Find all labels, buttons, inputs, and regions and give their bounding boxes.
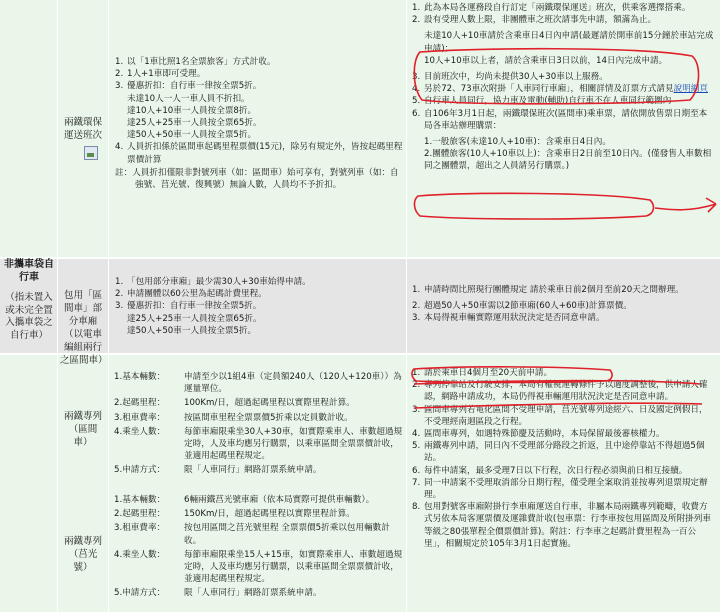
- spec-value: 100Km/日，超過起碼里程以實際里程計算。: [184, 398, 355, 409]
- list-item: [115, 325, 403, 337]
- list-item-text: 未達10人+10車請於含乘車日4日內申請(最遲請於開車前15分鐘於車站完成申請)；: [424, 31, 714, 54]
- spec-key: 4.乘坐人數：: [114, 426, 166, 437]
- spec-key: 1.基本輛數：: [114, 495, 166, 505]
- row-divider: [0, 257, 720, 259]
- spec-value: 按包用區間之莒光號里程 全票票價5折乘以包用輛數計收。: [184, 523, 390, 546]
- list-item: [115, 313, 403, 325]
- list-item: [115, 68, 403, 80]
- list-item-text: 「包用部分車廂」最少需30人+30車始得申請。: [127, 277, 311, 287]
- list-item: [115, 129, 403, 141]
- list-item-number: 3.: [412, 313, 421, 324]
- column-divider: [57, 0, 58, 612]
- spec-key: 3.租車費率：: [114, 523, 166, 534]
- list-item-number: 1.: [115, 277, 124, 287]
- list-item: [412, 55, 714, 67]
- list-item: [412, 2, 714, 14]
- list-item-text: 2.團體旅客(10人+10車以上)：含乘車日2日前至10日內。(僅發售人車數相同之團體票，超出之人員請另行購票。): [424, 149, 712, 172]
- list-item-number: 4.: [412, 84, 421, 95]
- list-item-text: 區間車專列，如遇特殊節慶及活動時，本局保留最後審核權力。: [424, 429, 665, 440]
- list-item-text: 設有受理人數上限，非團體車之班次請事先申請，額滿為止。: [424, 15, 657, 26]
- spec-value: 每節車廂限乘坐15人+15車，如實際乘車人、車數超過規定時，人及車均應另行購票，以乘車區間全票票價計收，並適用起碼里程規定。: [184, 549, 403, 585]
- spec-key: 5.申請方式：: [114, 465, 166, 476]
- row-head-charter-chu: 兩鐵專列（莒光號）: [63, 536, 102, 573]
- list-item: [412, 428, 714, 440]
- spec-key: 2.起碼里程：: [114, 509, 166, 520]
- list-item-text: 達25人+25車一人員按全票65折。: [127, 313, 262, 324]
- spec-key: 5.申請方式：: [114, 588, 166, 599]
- spec-value: 150Km/日，超過起碼里程以實際里程計算。: [184, 509, 355, 520]
- list-item: [115, 288, 403, 300]
- list-item-number: 7.: [412, 477, 421, 488]
- list-item: [412, 300, 714, 312]
- list-item: [412, 136, 714, 148]
- spec-value: 限「人車同行」網路訂票系統申請。: [184, 465, 322, 476]
- list-item-text: 另於72、73車次附掛「人車同行車廂」，相關詳情及訂票方式請見: [424, 84, 674, 95]
- column-divider: [108, 0, 109, 612]
- spec-value: 申請至少以1組4車（定員額240人（120人+120車））為運量單位。: [184, 372, 402, 395]
- spec-value: 每節車廂限乘坐30人+30車，如實際乘車人、車數超過規定時，人及車均應另行購票，以乘車區間全票票價計收，並適用起碼里程規定。: [184, 426, 403, 462]
- list-item: [412, 501, 714, 550]
- loop-rules: [115, 56, 403, 191]
- list-item-text: 每件申請案，最多受理7日以下行程，次日行程必須與前日相互接續。: [424, 465, 688, 476]
- charter-chu-spec: [114, 494, 404, 600]
- list-item-text: 10人+10車以上者，請於含乘車日3日以前，14日內完成申請。: [424, 55, 668, 66]
- row-head-partial-car: 包用「區間車」部分車廂（以電車編組兩行之區間車）: [60, 290, 108, 366]
- list-item-text: 本局得視車輛實際運用狀況決定是否同意申請。: [424, 313, 605, 324]
- list-item-number: 2.: [412, 301, 421, 312]
- list-item: [115, 300, 403, 312]
- list-item: [412, 148, 714, 172]
- category-note: （指未置入或未完全置入攜車袋之自行車）: [5, 292, 53, 341]
- list-item-number: 2.: [115, 289, 124, 300]
- list-item-text: 請於乘車日4個月至20天前申請。: [424, 368, 553, 378]
- spec-key: 2.起碼里程：: [114, 398, 166, 409]
- list-item-number: 2.: [115, 69, 124, 80]
- list-item: [412, 30, 714, 54]
- list-item: [412, 71, 714, 83]
- list-item-text: 達10人+10車一人員按全票8折。: [127, 105, 257, 116]
- list-item: [412, 312, 714, 324]
- list-item-text: 申請團體以60公里為起碼計費里程。: [127, 289, 267, 300]
- list-item: [115, 80, 403, 92]
- list-item-text: 優惠折扣：自行車一律按全票5折。: [127, 81, 262, 92]
- list-item-number: 4.: [412, 429, 421, 440]
- spec-value: 限「人車同行」網路訂票系統申請。: [184, 588, 322, 599]
- column-divider: [406, 0, 407, 612]
- list-item-number: 6.: [412, 465, 421, 476]
- list-item-number: 3.: [115, 301, 124, 312]
- list-item-number: 4.: [115, 142, 124, 153]
- list-item: [115, 105, 403, 117]
- list-item-text: 此為本局各運務段自行訂定「兩鐵環保運送」班次，供乘客選擇搭乘。: [424, 3, 691, 13]
- row-head-loop: 兩鐵環保運送班次: [63, 117, 102, 141]
- row-head-charter-emu: 兩鐵專列（區間車）: [63, 411, 102, 448]
- list-item-text: 優惠折扣：自行車一律按全票5折。: [127, 301, 262, 312]
- list-item-text: 以「1車比照1名全票旅客」方式計收。: [127, 57, 276, 67]
- list-item: [412, 367, 714, 379]
- list-item-text: 超過50人+50車需以2節車廂(60人+60車)計算票價。: [424, 301, 632, 312]
- list-item-number: 1.: [412, 3, 421, 13]
- list-item-text: 達25人+25車一人員按全票65折。: [127, 118, 262, 129]
- list-item-text: 自106年3月1日起，兩鐵環保班次(區間車)乘車票，請依開放售票日期至本局各車站辦理購票：: [424, 108, 708, 131]
- list-item-number: 3.: [412, 72, 421, 83]
- list-item: [412, 284, 714, 296]
- loop-details: [412, 2, 714, 173]
- list-item: [412, 465, 714, 477]
- list-item-number: 6.: [412, 108, 421, 119]
- row-divider: [0, 353, 720, 355]
- list-item: [412, 83, 714, 95]
- charter-emu-spec: [114, 371, 404, 477]
- spec-value: 6輛兩鐵莒光號車廂（依本局實際可提供車輛數）。: [184, 495, 375, 505]
- list-item: [412, 108, 714, 132]
- list-item-number: 2.: [412, 380, 421, 391]
- list-item-text: 專列停靠站及行駛安排，本局有權視運轉條件予以適度調整後，供申請人確認，網路申請成功，本局仍得視車輛運用狀況決定是否同意申請。: [424, 380, 708, 403]
- list-item-text: 目前班次中，均尚未提供30人+30車以上服務。: [424, 72, 608, 83]
- list-item-text: 兩鐵專列申請，同日內不受理部分路段之折返，且中途停靠站不得超過5個站。: [424, 441, 705, 464]
- list-item: [115, 141, 403, 165]
- list-item-number: 1.: [412, 285, 421, 295]
- list-item-text: 包用對號客車廂附掛行李車廂運送自行車，非屬本局兩鐵專列範疇，收費方式另依本局客運票價及運雜費計收(包車票：行李車按包用區間及所附掛列車等級之80張單程全價票價計算)。附註：行李車之起碼計費里程為一百公里」，相關規定於105年3月1日起實施。: [424, 502, 711, 549]
- list-item: [412, 95, 714, 107]
- list-item: [412, 440, 714, 464]
- list-item: [115, 276, 403, 288]
- list-item: [115, 56, 403, 68]
- list-item-text: 同一申請案不受理取消部分日期行程，僅受理全案取消並按專列退票規定辦理。: [424, 477, 708, 501]
- list-item-text: 達50人+50車一人員按全票5折。: [127, 130, 257, 141]
- image-placeholder-icon[interactable]: [84, 146, 98, 160]
- list-item: [412, 379, 714, 403]
- spec-value: 按區間車里程全票票價5折乘以定員數計收。: [184, 412, 353, 423]
- charter-details: [412, 367, 714, 550]
- list-item-text: 區間車專列若電化區間不受理申請，莒光號專列途經六、日及國定例假日，不受理經南迴區段之行程。: [424, 404, 708, 427]
- spec-key: 4.乘坐人數：: [114, 549, 166, 560]
- list-item-number: 3.: [115, 81, 124, 92]
- partial-car-rules: [115, 276, 403, 337]
- list-item-text: 未達10人一人一車人員不折扣。: [127, 93, 250, 104]
- list-item-number: 5.: [412, 96, 421, 107]
- list-item-text: 申請時間比照現行團體規定 請於乘車日前2個月至前20天之間辦理。: [424, 285, 684, 295]
- loop-note: 註：人員折扣僅限非對號列車（如：區間車）始可享有，對號列車（如：自強號、莒光號、復興號）無論人數，人員均不予折扣。: [115, 167, 399, 191]
- list-item-number: 8.: [412, 502, 421, 513]
- list-item-text: 1.一般旅客(未達10人+10車)：含乘車日4日內。: [424, 137, 611, 148]
- list-item-number: 2.: [412, 15, 421, 26]
- category-title: 非攜車袋自行車: [4, 259, 54, 283]
- spec-key: 3.租車費率：: [114, 412, 166, 423]
- list-item-text: 1人+1車即可受理。: [127, 69, 206, 80]
- list-item-number: 1.: [115, 57, 124, 67]
- partial-car-details: [412, 284, 714, 325]
- list-item-text: 達50人+50車一人員按全票5折。: [127, 325, 257, 336]
- list-item-number: 3.: [412, 404, 421, 415]
- list-item: [412, 404, 714, 428]
- list-item-text: 自行車人員同行，協力車及電動(輔助)自行車不在人車同行範圍內: [424, 96, 672, 107]
- info-page-link[interactable]: 說明網頁: [673, 84, 708, 95]
- list-item: [412, 14, 714, 26]
- list-item-number: 5.: [412, 441, 421, 452]
- list-item-text: 人員折扣係於區間車起碼里程票價(15元)，除另有規定外，皆按起碼里程票價計算: [127, 142, 403, 165]
- list-item: [115, 117, 403, 129]
- spec-key: 1.基本輛數：: [114, 372, 166, 382]
- list-item: [412, 477, 714, 501]
- list-item-number: 1.: [412, 368, 421, 378]
- list-item: [115, 93, 403, 105]
